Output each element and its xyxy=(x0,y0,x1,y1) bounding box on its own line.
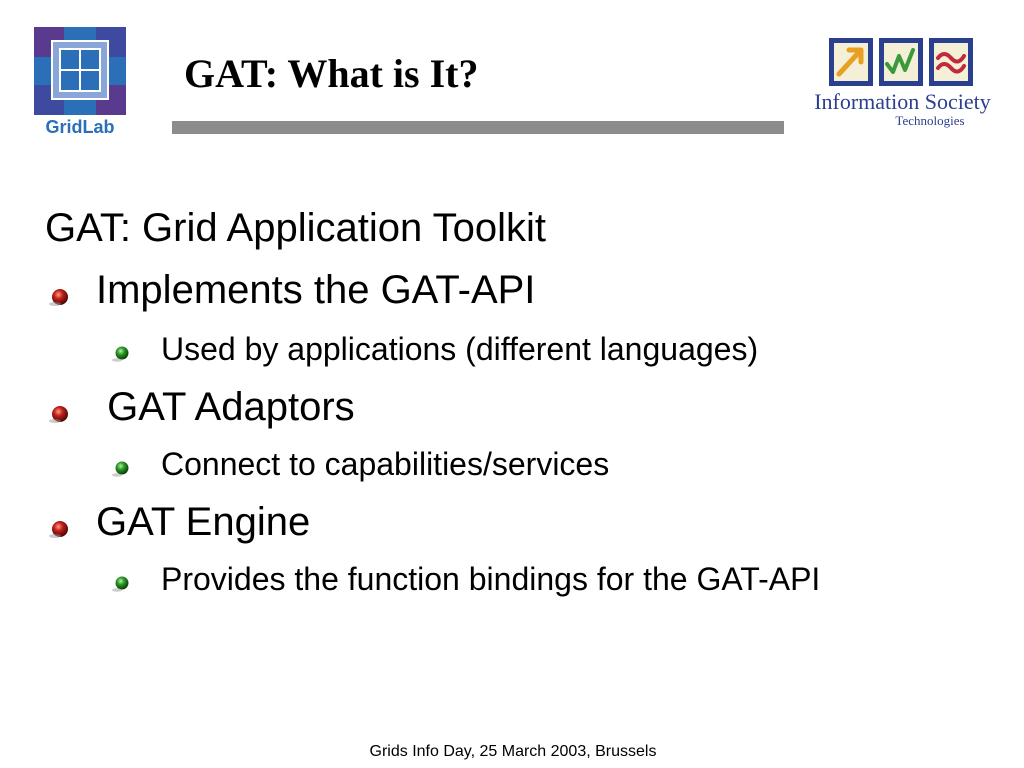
slide-footer xyxy=(0,743,1024,761)
red-ball-bullet-icon xyxy=(47,403,69,425)
ist-logo-line2: Technologies xyxy=(895,113,965,128)
red-ball-bullet-icon xyxy=(47,518,69,540)
title-underline xyxy=(172,121,784,134)
sub-bullet-text: Connect to capabilities/services xyxy=(161,446,610,482)
green-ball-bullet-icon xyxy=(110,460,130,478)
red-ball-bullet-icon xyxy=(47,286,69,308)
bullet-text: GAT Adaptors xyxy=(96,385,355,429)
gridlab-logo-graphic xyxy=(30,25,130,117)
gridlab-logo-text: GridLab xyxy=(45,117,115,137)
bullet-text: GAT Engine xyxy=(96,500,311,544)
green-ball-bullet-icon xyxy=(110,575,130,593)
footer-text: Grids Info Day, 25 March 2003, Brussels xyxy=(369,743,657,760)
sub-bullet-text: Used by applications (different languages) xyxy=(161,331,759,367)
bullet-text: Implements the GAT-API xyxy=(96,268,536,312)
green-ball-bullet-icon xyxy=(110,345,130,363)
content-heading: GAT: Grid Application Toolkit xyxy=(45,206,546,250)
gridlab-logo xyxy=(30,25,130,140)
ist-logo-line1: Information Society xyxy=(814,89,991,114)
ist-logo-graphic xyxy=(827,34,977,90)
ist-logo xyxy=(805,30,1000,135)
slide-title: GAT: What is It? xyxy=(184,51,479,96)
sub-bullet-text: Provides the function bindings for the GAT-API xyxy=(161,561,821,597)
